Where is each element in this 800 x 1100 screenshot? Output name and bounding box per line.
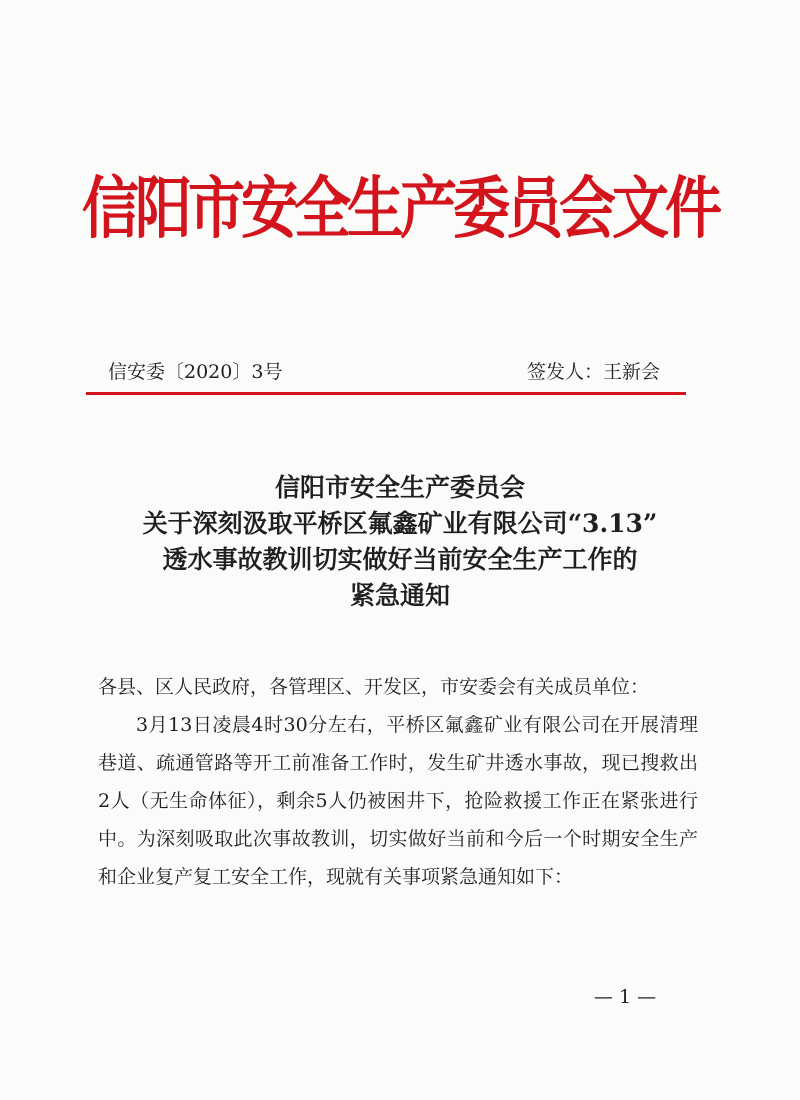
title-line: 透水事故教训切实做好当前安全生产工作的 xyxy=(162,545,638,574)
document-signer: 签发人：王新会 xyxy=(526,361,660,383)
document-body xyxy=(98,668,698,896)
body-paragraph: 3月13日凌晨4时30分左右，平桥区氟鑫矿业有限公司在开展清理巷道、疏通管路等开工前准备工作时，发生矿井透水事故，现已搜救出2人（无生命体征），剩余5人仍被困井下，抢险救援工作正在紧张进行中。为深刻吸取此次事故教训，切实做好当前和今后一个时期安全生产和企业复产复工安全工作，现就有关事项紧急通知如下： xyxy=(98,714,698,888)
document-masthead: 信阳市安全生产委员会文件 xyxy=(82,170,718,249)
title-line: 紧急通知 xyxy=(349,581,450,610)
red-divider-line xyxy=(86,392,686,395)
document-number: 信安委〔2020〕3号 xyxy=(108,361,283,383)
page-number: — 1 — xyxy=(594,986,657,1008)
title-line: 信阳市安全生产委员会 xyxy=(274,473,525,502)
salutation: 各县、区人民政府，各管理区、开发区，市安委会有关成员单位： xyxy=(98,676,650,698)
title-line: 关于深刻汲取平桥区氟鑫矿业有限公司“3.13” xyxy=(142,509,658,538)
document-title xyxy=(60,470,740,614)
